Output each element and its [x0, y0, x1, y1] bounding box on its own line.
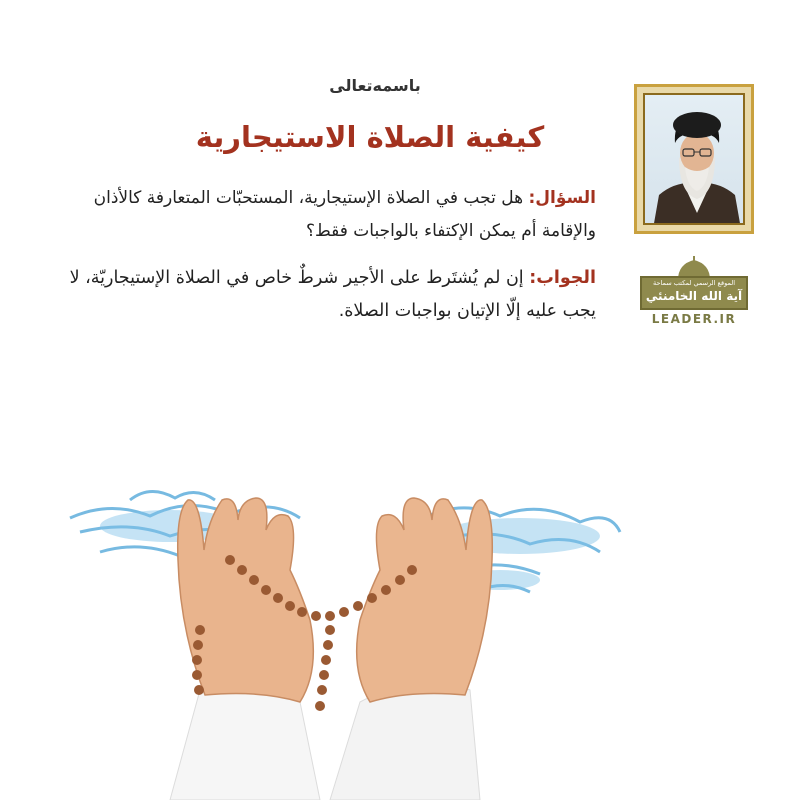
- logo-site-text: LEADER.IR: [651, 312, 737, 326]
- leader-logo: [640, 256, 748, 328]
- logo-big-text: آية الله الخامنئي: [645, 289, 743, 303]
- answer-text: إن لم يُشتَرط على الأجير شرطٌ خاص في الصلاة الإستيجاريّة، لا يجب عليه إلّا الإتيان بواجبات الصلاة.: [69, 268, 596, 321]
- basmala-heading: باسمه‌تعالی: [329, 76, 421, 95]
- question-block: [54, 182, 596, 248]
- question-label: السؤال:: [528, 188, 596, 208]
- question-text: هل تجب في الصلاة الإستيجارية، المستحبّات المتعارفة كالأذان والإقامة أم يمكن الإكتفاء بالواجبات فقط؟: [93, 188, 596, 241]
- portrait-frame: [634, 84, 754, 234]
- logo-badge: [640, 276, 748, 310]
- answer-label: الجواب:: [529, 268, 596, 288]
- answer-block: [54, 262, 596, 328]
- portrait-photo: [643, 93, 745, 225]
- page-title: کیفیة الصلاة الاستیجاریة: [195, 120, 545, 154]
- portrait-figure-icon: [645, 95, 745, 225]
- praying-hands-image: [0, 440, 800, 800]
- logo-small-text: الموقع الرسمي لمكتب سماحة: [652, 279, 736, 287]
